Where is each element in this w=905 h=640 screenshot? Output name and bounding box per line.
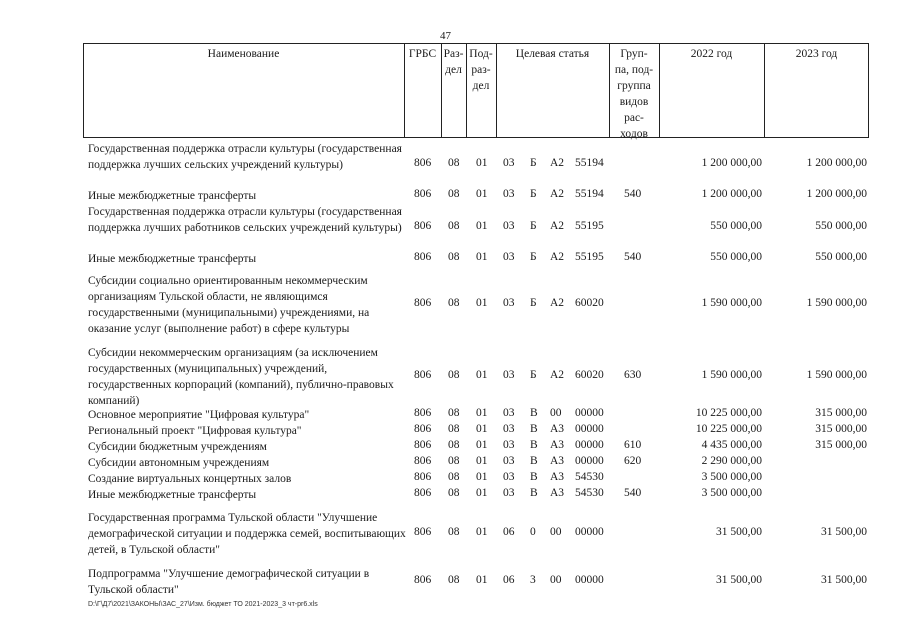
cell-target-subprogram: Б [530,369,537,381]
cell-2022: 31 500,00 [716,526,762,538]
cell-razdel: 08 [448,423,460,435]
cell-target-direction: 00000 [575,455,604,467]
cell-2022: 3 500 000,00 [701,471,762,483]
cell-2023: 1 590 000,00 [806,369,867,381]
col-header-grbs: ГРБС [408,48,437,60]
table-row [0,423,905,439]
cell-target-direction: 55194 [575,188,604,200]
cell-2022: 2 290 000,00 [701,455,762,467]
cell-target-program: 06 [503,574,515,586]
cell-razdel: 08 [448,157,460,169]
cell-razdel: 08 [448,220,460,232]
row-name: Государственная программа Тульской области "Улучшение демографической ситуации и поддержка семей, воспитывающих детей, в Тульской области" [88,512,406,556]
table-row [0,188,905,204]
cell-target-direction: 55195 [575,220,604,232]
cell-grbs: 806 [414,455,432,467]
cell-target-program: 03 [503,471,515,483]
row-name: Субсидии бюджетным учреждениям [88,441,267,453]
cell-2023: 1 200 000,00 [806,188,867,200]
cell-2022: 3 500 000,00 [701,487,762,499]
col-header-razdel: Раз- дел [443,48,464,76]
col-header-2022: 2022 год [690,48,733,60]
cell-podrazdel: 01 [476,251,488,263]
cell-target-program: 03 [503,157,515,169]
cell-target-program: 03 [503,188,515,200]
cell-target-subprogram: Б [530,251,537,263]
cell-2023: 315 000,00 [815,423,867,435]
cell-podrazdel: 01 [476,188,488,200]
cell-2022: 1 200 000,00 [701,188,762,200]
cell-target-program: 03 [503,487,515,499]
cell-group: 540 [624,251,642,263]
cell-target-direction: 00000 [575,407,604,419]
col-header-name: Наименование [207,48,280,60]
cell-grbs: 806 [414,188,432,200]
cell-target-event: А2 [550,157,565,169]
table-row [0,345,905,409]
cell-target-subprogram: Б [530,220,537,232]
cell-podrazdel: 01 [476,297,488,309]
table-row [0,439,905,455]
file-path-footer: D:\Г\Д7\2021\ЗАКОНЫ\ЗАС_27\Изм. бюджет ТО 2021-2023_3 чт-pr6.xls [88,601,318,608]
cell-target-subprogram: В [530,439,538,451]
cell-grbs: 806 [414,526,432,538]
cell-target-program: 03 [503,297,515,309]
cell-target-event: А3 [550,423,565,435]
cell-razdel: 08 [448,487,460,499]
cell-target-event: А2 [550,251,565,263]
cell-target-subprogram: В [530,487,538,499]
cell-razdel: 08 [448,471,460,483]
row-name: Иные межбюджетные трансферты [88,190,257,202]
cell-grbs: 806 [414,369,432,381]
cell-grbs: 806 [414,487,432,499]
cell-target-subprogram: В [530,407,538,419]
cell-grbs: 806 [414,439,432,451]
table-row [0,251,905,267]
row-name: Подпрограмма "Улучшение демографической ситуации в Тульской области" [88,568,370,596]
cell-podrazdel: 01 [476,439,488,451]
cell-grbs: 806 [414,251,432,263]
table-row [0,510,905,558]
cell-target-program: 03 [503,423,515,435]
cell-2023: 31 500,00 [821,526,867,538]
cell-target-direction: 55195 [575,251,604,263]
cell-grbs: 806 [414,157,432,169]
cell-2023: 315 000,00 [815,407,867,419]
row-name: Создание виртуальных концертных залов [88,473,292,485]
cell-target-direction: 60020 [575,297,604,309]
cell-target-event: А2 [550,220,565,232]
cell-2022: 1 200 000,00 [701,157,762,169]
cell-target-direction: 00000 [575,526,604,538]
cell-target-event: А2 [550,369,565,381]
row-name: Иные межбюджетные трансферты [88,253,257,265]
cell-2023: 550 000,00 [815,251,867,263]
col-header-podrazdel: Под- раз- дел [469,48,493,92]
cell-grbs: 806 [414,297,432,309]
cell-target-direction: 54530 [575,471,604,483]
table-row [0,487,905,503]
row-name: Государственная поддержка отрасли культуры (государственная поддержка лучших работников сельских учреждений культуры) [88,206,402,234]
cell-razdel: 08 [448,188,460,200]
cell-target-event: А3 [550,487,565,499]
cell-target-program: 03 [503,455,515,467]
cell-target-direction: 60020 [575,369,604,381]
table-row [0,471,905,487]
cell-target-direction: 00000 [575,423,604,435]
row-name: Субсидии автономным учреждениям [88,457,270,469]
cell-target-event: А2 [550,297,565,309]
cell-podrazdel: 01 [476,220,488,232]
table-row [0,455,905,471]
cell-target-event: 00 [550,574,562,586]
col-header-2023: 2023 год [795,48,838,60]
cell-podrazdel: 01 [476,526,488,538]
cell-target-event: А3 [550,455,565,467]
cell-podrazdel: 01 [476,423,488,435]
table-row [0,407,905,423]
cell-group: 540 [624,487,642,499]
cell-grbs: 806 [414,423,432,435]
cell-target-subprogram: В [530,455,538,467]
cell-group: 630 [624,369,642,381]
page-number: 47 [440,30,451,42]
cell-razdel: 08 [448,455,460,467]
cell-grbs: 806 [414,220,432,232]
table-row [0,273,905,337]
col-header-group: Груп- па, под- группа видов рас- ходов [614,48,654,140]
cell-target-event: А3 [550,439,565,451]
cell-target-event: А3 [550,471,565,483]
cell-target-subprogram: 0 [530,526,536,538]
cell-target-subprogram: В [530,471,538,483]
cell-2022: 10 225 000,00 [695,423,762,435]
cell-podrazdel: 01 [476,407,488,419]
cell-target-event: А2 [550,188,565,200]
cell-target-program: 06 [503,526,515,538]
cell-target-direction: 00000 [575,439,604,451]
cell-target-subprogram: Б [530,188,537,200]
table-row [0,141,905,189]
cell-podrazdel: 01 [476,487,488,499]
cell-2023: 550 000,00 [815,220,867,232]
cell-target-subprogram: 3 [530,574,536,586]
cell-podrazdel: 01 [476,574,488,586]
cell-grbs: 806 [414,574,432,586]
cell-group: 620 [624,455,642,467]
cell-razdel: 08 [448,526,460,538]
cell-2022: 550 000,00 [710,251,762,263]
cell-2023: 31 500,00 [821,574,867,586]
cell-target-subprogram: Б [530,157,537,169]
cell-target-subprogram: В [530,423,538,435]
table-header [83,43,869,139]
cell-grbs: 806 [414,471,432,483]
cell-target-event: 00 [550,407,562,419]
cell-target-direction: 55194 [575,157,604,169]
cell-2022: 1 590 000,00 [701,369,762,381]
cell-target-program: 03 [503,439,515,451]
cell-target-program: 03 [503,369,515,381]
row-name: Иные межбюджетные трансферты [88,489,257,501]
table-row [0,566,905,598]
row-name: Субсидии социально ориентированным некоммерческим организациям Тульской области, не являющимся государственными (муниципальными) учреждениями, на оказание услуг (выполнение работ) в сфере культуры [88,275,370,335]
table-row [0,204,905,252]
cell-razdel: 08 [448,251,460,263]
cell-group: 540 [624,188,642,200]
row-name: Региональный проект "Цифровая культура" [88,425,302,437]
cell-group: 610 [624,439,642,451]
row-name: Государственная поддержка отрасли культуры (государственная поддержка лучших сельских учреждений культуры) [88,143,402,171]
cell-podrazdel: 01 [476,455,488,467]
cell-grbs: 806 [414,407,432,419]
cell-razdel: 08 [448,297,460,309]
cell-target-program: 03 [503,251,515,263]
cell-razdel: 08 [448,407,460,419]
cell-target-subprogram: Б [530,297,537,309]
cell-2023: 1 200 000,00 [806,157,867,169]
cell-razdel: 08 [448,574,460,586]
cell-razdel: 08 [448,369,460,381]
cell-2022: 4 435 000,00 [701,439,762,451]
cell-razdel: 08 [448,439,460,451]
cell-2022: 1 590 000,00 [701,297,762,309]
cell-podrazdel: 01 [476,471,488,483]
cell-2023: 1 590 000,00 [806,297,867,309]
cell-target-direction: 54530 [575,487,604,499]
cell-podrazdel: 01 [476,369,488,381]
cell-target-program: 03 [503,220,515,232]
col-header-target: Целевая статья [515,48,590,60]
row-name: Основное мероприятие "Цифровая культура" [88,409,310,421]
cell-2022: 550 000,00 [710,220,762,232]
cell-target-program: 03 [503,407,515,419]
cell-podrazdel: 01 [476,157,488,169]
cell-2022: 10 225 000,00 [695,407,762,419]
row-name: Субсидии некоммерческим организациям (за исключением государственных (муниципальных) учреждений, государственных корпораций (компаний), публично-правовых компаний) [88,347,394,407]
cell-target-event: 00 [550,526,562,538]
cell-2022: 31 500,00 [716,574,762,586]
cell-2023: 315 000,00 [815,439,867,451]
cell-target-direction: 00000 [575,574,604,586]
